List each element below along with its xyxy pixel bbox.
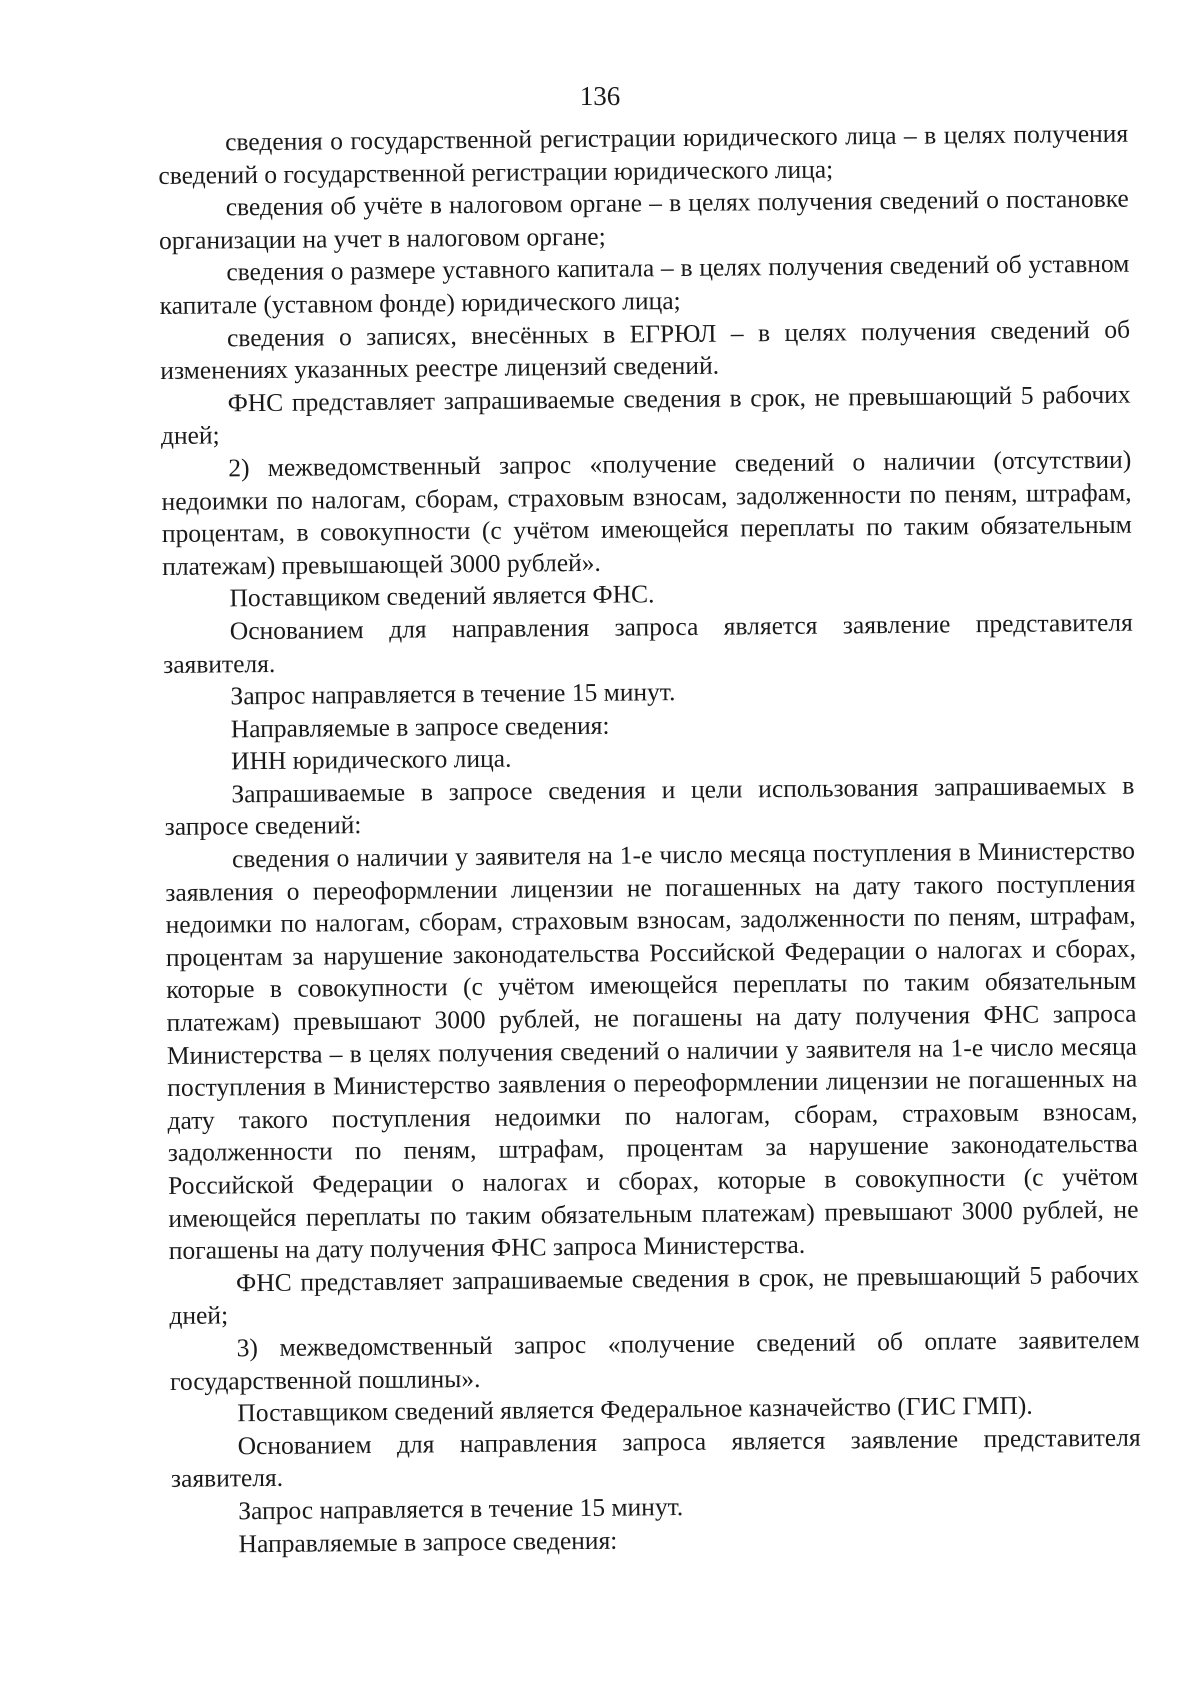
paragraph: Поставщиком сведений является Федеральное казначейство (ГИС ГМП). bbox=[237, 1390, 1033, 1428]
paragraph: Поставщиком сведений является ФНС. bbox=[229, 579, 655, 613]
paragraph: ФНС представляет запрашиваемые сведения в срок, не превышающий 5 рабочих дней; bbox=[160, 379, 1131, 451]
page-number: 136 bbox=[579, 81, 621, 111]
paragraph: сведения об учёте в налоговом органе – в целях получения сведений о постановке организации на учет в налоговом органе; bbox=[158, 183, 1129, 255]
paragraph: сведения о записях, внесённых в ЕГРЮЛ – в целях получения сведений об изменениях указанных реестре лицензий сведений. bbox=[160, 314, 1131, 386]
paragraph: сведения о государственной регистрации юридического лица – в целях получения сведений о государственной регистрации юридического лица; bbox=[158, 118, 1129, 190]
paragraph: Направляемые в запросе сведения: bbox=[238, 1525, 618, 1558]
paragraph: Запрашиваемые в запросе сведения и цели использования запрашиваемых в запросе сведений: bbox=[164, 770, 1135, 842]
paragraph: ИНН юридического лица. bbox=[230, 743, 512, 776]
paragraph: Направляемые в запросе сведения: bbox=[230, 710, 610, 744]
paragraph: 3) межведомственный запрос «получение сведений об оплате заявителем государственной пошлины». bbox=[169, 1324, 1140, 1396]
paragraph: сведения о наличии у заявителя на 1-е число месяца поступления в Министерство заявления о переоформлении лицензии не погашенных на дату такого поступления недоимки по налогам, сборам, страховым взносам, задолженности по пеням, штрафам, процентам за нарушение законодательства Российской Федерации о налогах и сборах, которые в совокупности (с учётом имеющейся переплаты по таким обязательным платежам) превышают 3000 рублей, не погашены на дату получения ФНС запроса Министерства – в целях получения сведений о наличии у заявителя на 1-е число месяца поступления в Министерство заявления о переоформлении лицензии не погашенных на дату такого поступления недоимки по налогам, сборам, страховым взносам, задолженности по пеням, штрафам, процентам за нарушение законодательства Российской Федерации о налогах и сборах, которые в совокупности (с учётом имеющейся переплаты по таким обязательным платежам) превышают 3000 рублей, не погашены на дату получения ФНС запроса Министерства. bbox=[165, 835, 1139, 1266]
paragraph: Запрос направляется в течение 15 минут. bbox=[238, 1491, 684, 1526]
paragraph: 2) межведомственный запрос «получение сведений о наличии (отсутствии) недоимки по налогам, сборам, страховым взносам, задолженности по пеням, штрафам, процентам, в совокупности (с учётом имеющейся переплаты по таким обязательным платежам) превышающей 3000 рублей». bbox=[161, 444, 1132, 581]
paragraph: Запрос направляется в течение 15 минут. bbox=[230, 677, 676, 711]
paragraph: Основанием для направления запроса является заявление представителя заявителя. bbox=[170, 1422, 1141, 1494]
paragraph: сведения о размере уставного капитала – в целях получения сведений об уставном капитале (уставном фонде) юридического лица; bbox=[159, 249, 1130, 320]
document-body bbox=[158, 118, 1142, 1561]
paragraph: ФНС представляет запрашиваемые сведения в срок, не превышающий 5 рабочих дней; bbox=[169, 1259, 1140, 1331]
paragraph: Основанием для направления запроса является заявление представителя заявителя. bbox=[163, 607, 1133, 679]
